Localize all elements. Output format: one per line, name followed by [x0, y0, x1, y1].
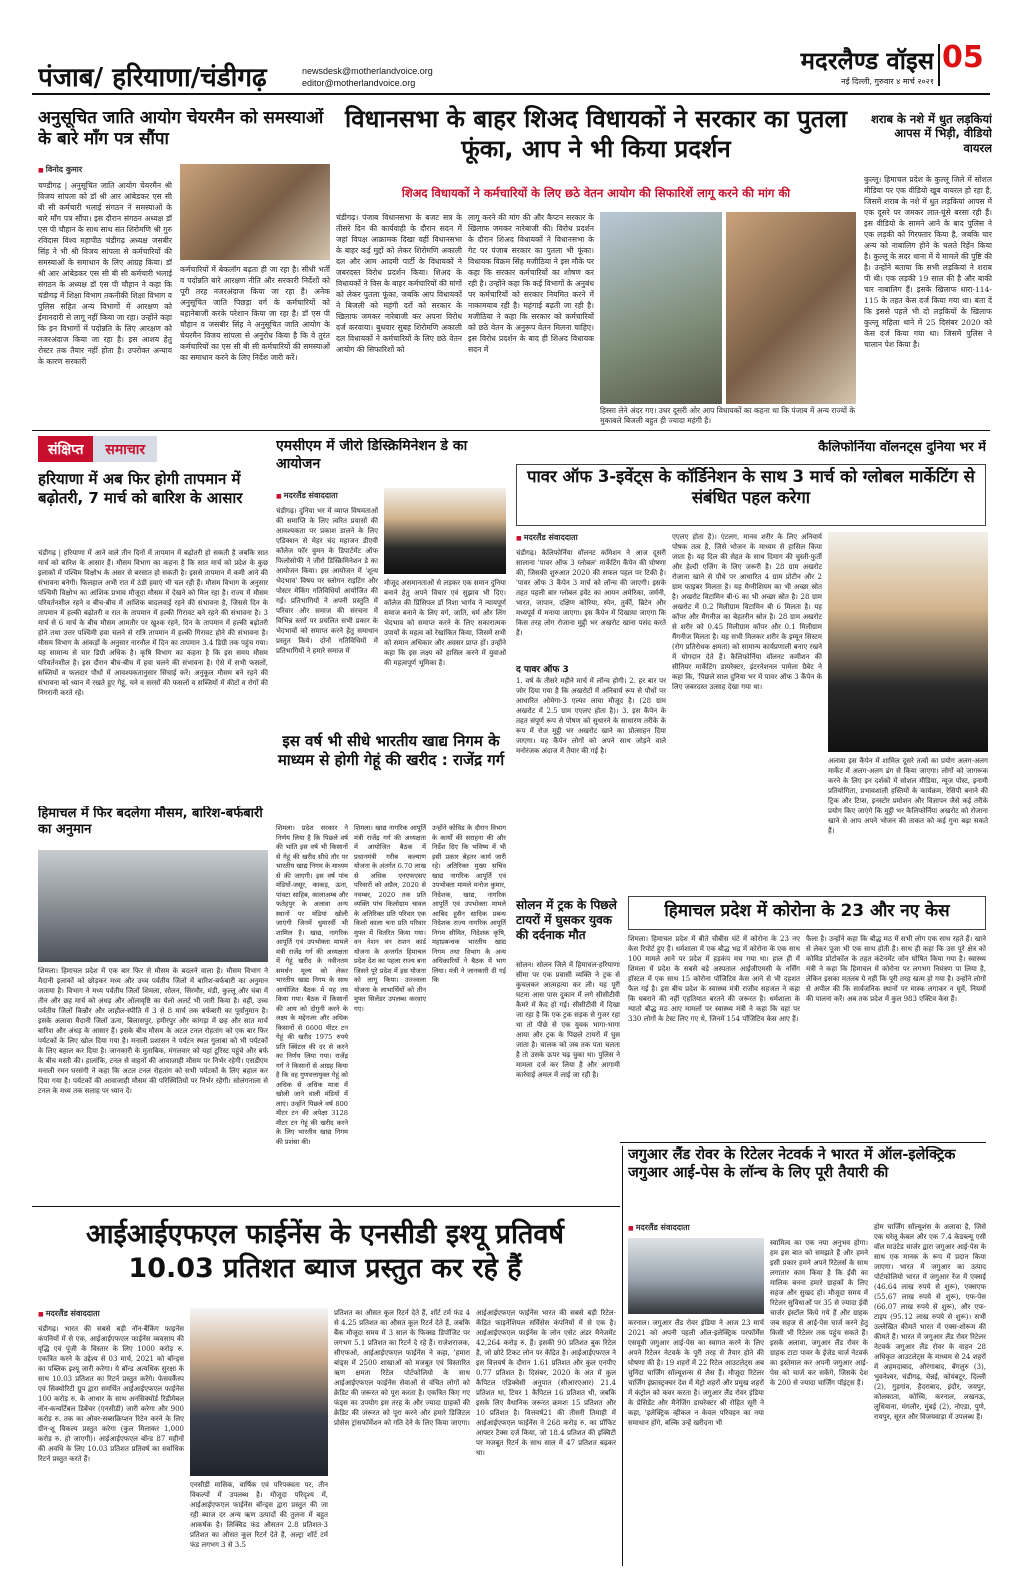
brief-tag — [38, 436, 268, 462]
row1-rule — [32, 430, 990, 431]
row2-rule — [620, 1142, 986, 1143]
california-caption: अलावा इस कैंपेन में शामिल दूसरे तत्वों का प्रयोग अलग-अलग मार्केट में अलग-अलग ढंग से किया जाएगा। लोगों को जागरूक करने के लिए इन दर्शकों में सोशल मीडिया, न्यूज पोस्ट, इनामी प्रतियोगिता, प्रभावशाली हस्तियों के कार्यक्रम, रेसिपी बनाने की ट्रिक और टिप्स, इनस्टोर प्रमोशन और विज्ञापन जैसे कई तरीके प्रयोग किए जाएंगे कि मुट्ठी भर कैलिफोर्निया अखरोट को रोजाना खाने से आप अपने भोजन की ताकत को कई गुना बढ़ा सकते हैं। — [828, 757, 988, 835]
brief-body-1: चंडीगढ़ | हरियाणा में आने वाले तीन दिनों में तापमान में बढ़ोतरी हो सकती है जबकि सात मार्च को बारिश के आसार हैं। मौसम विभाग का कहना है कि सात मार्च को प्रदेश के कुछ इलाकों में पश्चिम विक्षोभ के असर से बरसात हो सकती है। इससे तापमान में कमी आने की संभावना बनेगी। फिलहाल अभी रात में ठंडी हवाएं भी चल रही हैं। मौसम विभाग के अनुसार पश्चिमी विक्षोभ का आंशिक प्रभाव मौजूदा मौसम में देखने को मिल रहा है। राज्य में मौसम परिवर्तनशील रहने व बीच-बीच में आंशिक बादलवाई रहने की संभावना है, जिससे दिन के तापमान में हल्की बढ़ोतरी व रात के तापमान में हल्की गिरावट बने रहने की संभावना है। 3 मार्च से 6 मार्च के बीच मौसम आमतौर पर खुश्क रहने, दिन के तापमान में हल्की बढ़ोतरी होने तथा उत्तर पश्चिमी हवा चलने से रात्रि तापमान में हल्की गिरावट होने की संभावना है। मौसम विभाग के आंकड़ों के अनुसार नारनौल में दिन का तापमान 3.4 डिग्री तक पहुंच गया। यह सामान्य से चार डिग्री अधिक है। कृषि विभाग का कहना है कि इस समय मौसम परिवर्तनशील है। इस दौरान बीच-बीच में हवा चलने की संभावना है। ऐसे में सभी फसलों, सब्जियों व फलदार पौधों में आवश्यकतानुसार सिंचाई करें। अनुकूल मौसम बने रहने की संभावना को ध्यान में रखते हुए गेहूं, चने व सरसों की फसलों व सब्जियों में कीटों व रोगों की निगरानी करते रहें। — [38, 549, 268, 697]
story1-column-2: कर्मचारियों में बेकलॉग बढ़ता ही जा रहा है। सीधी भर्ती व पदोन्नति बारे आरक्षण नीति और सरकारी निर्देशों को पूरी तरह नजरअंदाज किया जा रहा है। अनेक अनुसूचित जाति पिछड़ा वर्ग के कर्मचारियों को बहानेबाजी करके परेशान किया जा रहा है। डॉ एस पी चौहान व जसबीर सिंह ने अनुसूचित जाति आयोग के चेयरमैन विजय सांपला से अनुरोध किया है कि वे तुरंत कर्मचारियों का एस सी बी सी कर्मचारियों की समस्याओं का समाधान करने के लिए निर्देश जारी करें। — [180, 265, 330, 362]
california-kicker: कैलिफोर्निया वॉलनट्स दुनिया भर में — [818, 440, 986, 455]
brand-divider — [938, 44, 940, 86]
mcm-headline: एमसीएम में जीरो डिस्क्रिमिनेशन डे का आयोजन — [276, 438, 468, 472]
california-column-1b: 1. वर्ष के तीसरे महीने मार्च में लॉन्च होगी। 2. हर बार पर जोर दिया गया है कि अखरोटों में अनिवार्य रूप से पौधों पर आधारित ओमेगा-3 एल्फा लाया मौजूद है। (28 ग्राम अखरोट में 2.5 ग्राम एएलए होता है)। 3. इस कैंपेन के तहत संपूर्ण रूप से पोषण को सुधारने के साधारण तरीके के रूप में रोज मुट्ठी भर अखरोट खाने का प्रोत्साहन दिया जाएगा। यह कैंपेन लोगों को अपने साथ जोड़ने वाले मनोरंजक अंदाज में तैयार की गई है। — [516, 677, 666, 755]
masthead-rule — [32, 93, 990, 95]
story1-byline: ■ विनोद कुमार — [38, 164, 188, 176]
corona-column-2: फैला है। उन्होंने कहा कि बौद्ध मठ में सभी लोग एक साथ रहते हैं। खाने से लेकर पूजा भी एक साथ होती है। साथ ही कहा कि उस पूरे क्षेत्र को कोविड प्रोटोकॉल के तहत कंटेनमेंट जोन घोषित किया गया है। स्वास्थ्य मंत्री ने कहा कि हिमाचल में कोरोना पर लगभग नियंत्रण पा लिया है, लेकिन इसका मतलब ये नहीं कि पूरी तरह खत्म हो गया है। उन्होंने लोगों से अपील की कि सार्वजनिक स्थानों पर मास्क लगाकर न घूमें, नियमों की पालना करें। अब तक प्रदेश में कुल 983 एक्टिव केस हैं। — [806, 935, 986, 1003]
story1-headline: अनुसूचित जाति आयोग चेयरमैन को समस्याओं के बारे माँग पत्र सौंपा — [38, 108, 324, 150]
brief-headline-1: हरियाणा में अब फिर होगी तापमान में बढ़ोतरी, 7 मार्च को बारिश के आसार — [38, 470, 243, 507]
california-column-2: एएलए होता है)। एंटलग, मानव शरीर के लिए अनिवार्य पोषक तत्व है, जिसे भोजन के माध्यम से हासिल किया जाता है। यह दिल की सेहत के साथ दिमाग की चुस्ती-फुर्ती और हेल्दी एजिंग के लिए जरूरी है। 28 ग्राम अखरोट रोजाना खाने से पौधे पर आधारित 4 ग्राम प्रोटीन और 2 ग्राम फाइबर मिलता है। यह मैग्नीशियम का भी अच्छा स्रोत है। अखरोट विटामिन बी-6 का भी अच्छा स्रोत है। 28 ग्राम अखरोट में 0.2 मिलीग्राम विटामिन बी 6 मिलता है। यह कॉपर और मैंगनीज का बेहतरीन स्रोत है। 28 ग्राम अखरोट से शरीर को 0.45 मिलीग्राम कॉपर और 0.1 मिलीग्राम मैंगनीज मिलता है। यह सभी मिलकर शरीर के इम्यून सिस्टम (रोग प्रतिरोधक क्षमता) को सामान्य कार्यप्रणाली बनाए रखने में योगदान देते हैं। कैलिफोर्निया वॉलनट कमीशन की सीनियर मार्केटिंग डायरेक्टर, इंटरनेशनल पामेला ग्रैबेट ने कहा कि, 'पिछले साल दुनिया भर में पावर ऑफ 3 कैंपेन के लिए जबरदस्त उत्साह देखा गया था। — [672, 533, 822, 691]
story1-column-1: चण्डीगढ़ | अनुसूचित जाति आयोग चेयरमैन श्री विजय सांपला को डॉ श्री आर आंबेडकर एस सी बी सी कर्मचारी भलाई संगठन ने समस्याओं के बारे माँग पत्र सौंपा। इस दौरान संगठन अध्यक्ष डॉ एस पी चौहान के साथ साथ संत शिरोमणि श्री गुरु रविदास विश्व महापीठ चंडीगढ़ अध्यक्ष जसबीर सिंह ने भी श्री विजय सांपला से कर्मचारियों की समस्याओं के समाधान के लिए आग्रह किया। डॉ श्री आर आंबेडकर एस सी बी सी कर्मचारी भलाई संगठन के अध्यक्ष डॉ एस पी चौहान ने कहा कि चंडीगढ़ में शिक्षा विभाग तकनीकी शिक्षा विभाग व पुलिस सहित अन्य विभागों में आरक्षण को ईमानदारी से लागू नहीं किया जा रहा। उन्होंने कहा कि इन विभागों में पदोन्नति के लिए आरक्षण को नजरअंदाज किया जा रहा है। इस आशय हेतु रोस्टर तक तैयार नहीं होता है। उपरोक्त अन्याय के कारण सरकारी — [38, 181, 172, 366]
california-column-1: चंडीगढ़। कैलिफोर्निया वॉलनट कमिशन ने आज दूसरी सालाना 'पावर ऑफ 3 ग्लोबल' मार्केटिंग कैंपेन की घोषणा की, जिसकी शुरुआत 2020 की सफल पहल पर टिकी है। 'पावर ऑफ 3 कैंपेन 3 मार्च को लॉन्च की जाएगी। इसके तहत पहली बार ग्लोबल इवेंट का आयन अमेरिका, जर्मनी, भारत, जापान, दक्षिण कोरिया, स्पेन, तुर्की, ब्रिटेन और मध्यपूर्व में मनाया जाएगा। इस कैंपेन में दिखाया जाएगा कि किस तरह लोग रोजाना मुट्ठी भर अखरोट खाना पसंद करते हैं। — [516, 549, 666, 637]
wheat-headline: इस वर्ष भी सीधे भारतीय खाद्य निगम के माध्यम से होगी गेहूं की खरीद : राजेंद्र गर्ग — [277, 732, 505, 769]
jaguar-byline: ■ मदरलैंड संवाददाता — [628, 1222, 778, 1234]
iifl-column-1: चंडीगढ़। भारत की सबसे बड़ी नॉन-बैंकिंग फाइनेंस कंपनियों में से एक, आईआईएफएल फाईनेंस व्यवसाय की वृद्धि एवं पूंजी के विस्तार के लिए 1000 करोड़ रु. एकत्रित करने के उद्देश्य से 03 मार्च, 2021 को बॉन्ड्स का पब्लिक इश्यू जारी करेगा। ये बॉन्ड अत्यधिक सुरक्षा के साथ 10.03 प्रतिशत का रिटर्न प्रस्तुत करेंगे। फेसवर्कैस्प एवं सिक्योरिटी ग्रुप द्वारा समर्थित आईआईएफएल फाईनेंस 100 करोड़ रु. के आधार के साथ अनसिक्योर्ड रिडीमेबल नॉन-कन्वर्टिबल डिबेंचर (एनसीडी) जारी करेगा और 900 करोड़ रु. तक का ओवर-सब्सक्रिप्शन रिटेन करने के लिए ग्रीन-शू विकल्प प्रस्तुत करेगा (कुल मिलाकर 1,000 करोड़ रु. हो जाएगी)। आईआईएफएल बॉन्ड 87 महीनों की अवधि के लिए 10.03 प्रतिशत प्रतिवर्ष का सर्वाधिक रिटर्न प्रस्तुत करते हैं। — [38, 1325, 184, 1463]
wheat-column-1: शिमला। प्रदेश सरकार ने निर्णय लिया है कि पिछले वर्ष की भांति इस वर्ष भी किसानों से गेहूं की खरीद सीधे तौर पर भारतीय खाद्य निगम के माध्यम से की जाएगी। इस वर्ष पांच मंडियों-जसूर, काकड़, ऊना, पांवटा साहिब, कालाअम्ब और फतेहपुर के अलावा अन्य स्थानों पर मंडियां खोली जाएंगी जिनमें धुमारवीं भी शामिल है। खाद्य, नागरिक आपूर्ति एवं उपभोक्ता मामले मंत्री राजेंद्र गर्ग की अध्यक्षता में गेहूं खरीद के नवीनतम समर्थन मूल्य को लेकर भारतीय खाद्य निगम के साथ आयोजित बैठक में यह तय किया गया। बैठक में किसानों की आय को दोगुनी करने के लक्ष्य के मद्देनजर और अधिक किसानों से 6600 मीटर टन गेहूं की खरीद 1975 रुपये प्रति क्विंटल की दर से करने का निर्णय लिया गया। राजेंद्र गर्ग ने किसानों से आग्रह किया है कि वह गुणवत्तायुक्त गेहूं को अधिक से अधिक मात्रा में खोली जाने वाली मंडियों में लाएं। उन्होंने पिछले वर्ष 800 मीटर टन की अपेक्षा 3128 मीटर टन गेहूं की खरीद करने के लिए भारतीय खाद्य निगम की प्रशंसा की। — [276, 824, 348, 1146]
california-byline: ■ मदरलैंड संवाददाता — [516, 532, 666, 544]
brief-tag-label-2: समाचार — [93, 436, 157, 462]
brief-tag-label-1: संक्षिप्त — [38, 436, 93, 462]
mcm-column-1: चंडीगढ़। दुनिया भर में व्याप्त विषमताओं की समाप्ति के लिए त्वरित प्रयासों की आवश्यकता पर प्रकाश डालने के लिए एडिक्शन से मेहर चंद महाजन डीएवी कॉलेज फॉर वुमन के डिपार्टमेंट ऑफ फिलोसोफी ने जीरो डिस्क्रिमिनेशन डे का आयोजन किया। इस आयोजन में 'शून्य भेदभाव' विषय पर स्लोगन राइटिंग और पोस्टर मेकिंग गतिविधियों आयोजित की गईं। प्रतिभागियों ने अपनी प्रस्तुति में परिवार और समाज की संरचना में विभिन्न स्तरों पर प्रचलित सभी प्रकार के भेदभावों को समाप्त करने हेतु समाधान प्रस्तुत किये। दोनों गतिविधियों में प्रतिभागियों ने हमारे समाज में — [276, 507, 378, 655]
california-headline-box — [516, 464, 986, 526]
protest-photo-2 — [726, 212, 856, 404]
vertical-rule — [622, 1146, 623, 1566]
mcm-byline: ■ मदरलैंड संवाददाता — [276, 490, 426, 502]
solan-body: सोलन। सोलन जिले में हिमाचल-हरियाणा सीमा पर एक प्रवासी व्यक्ति ने ट्रक से कुचलकर आत्महत्या कर ली। यह पूरी घटना आस पास दुकान में लगे सीसीटीवी कैमरे में कैद हो गई। सीसीटीवी में दिखा जा रहा है कि एक ट्रक सड़क से गुजर रहा था तो पीछे से एक युवक भागा-भागा आया और ट्रक के पिछले टायरों में घुस जाता है। चालक को जब तक पता चलता है तो उसके ऊपर चढ़ चुका था। पुलिस ने मामला दर्ज कर लिया है और आगामी कार्रवाई अमल में लाई जा रही है। — [516, 961, 620, 1079]
jaguar-column-2: स्वामित्व का एक नया अनुभव होगा। हम इस बात को समझते हैं और हमने इसी प्रकार हमने अपने रिटेलर्स के साथ लगातार काम किया है कि ईवी का मालिक बनना हमारे ग्राहकों के लिए सहज और सुखद हो। मौजूदा समय में रिटेलर सुविधाओं पर 35 से ज्यादा ईवी चार्जर इंस्टॉल किये गये हैं और ग्राहक जब सहज से आई-पेस चार्ज करने हेतु किसी भी रिटेलर तक पहुंच सकते हैं। इसके अलावा, जगुआर लैंड रोवर के ग्राहक टाटा पावर के ईजेड चार्ज नेटवर्क का इस्तेमाल कर अपनी जगुआर आई-पेस को चार्ज कर सकेंगे, जिसके देश के 200 से ज्यादा चार्जिंग पॉइंट्स हैं। — [770, 1239, 868, 1387]
california-headline: पावर ऑफ 3-इवेंट्स के कॉर्डिनेशन के साथ 3 मार्च को ग्लोबल मार्केटिंग से संबंधित पहल करेगा — [527, 467, 975, 507]
section-title: पंजाब/ हरियाणा/चंडीगढ़ — [38, 63, 267, 92]
brief-body-2: शिमला। हिमाचल प्रदेश में एक बार फिर से मौसम के बदलने वाला है। मौसम विभाग ने मैदानी इलाकों को छोड़कर मध्य और उच्च पर्वतीय जिलों में बारिश-बर्फबारी का अनुमान जताया है। विभाग ने मध्य पर्वतीय जिलों शिमला, सोलन, सिरमौर, मंडी, कुल्लू और चंबा में तीन और छह मार्च को अंधड़ और ओलावृष्टि का येलो अलर्ट भी जारी किया है। वहीं, उच्च पर्वतीय जिलों किन्नौर और लाहौल-स्पीति में 3 से 8 मार्च तक बर्फबारी का पूर्वानुमान है। इसके अलावा मैदानी जिलों ऊना, बिलासपुर, हमीरपुर और कांगड़ा में छह और सात मार्च बारिश और अंधड़ के आसार हैं। इसके बीच मौसम के अटल टनल रोहतांग को एक बार फिर पर्यटकों के लिए खोल दिया गया है। मनाली प्रशासन ने पर्यटन स्थल गुलाबा को भी पर्यटकों के लिए बहाल कर दिया है। जानकारी के मुताबिक, मंगलवार को यहां टूरिस्ट पहुंचे और बर्फ के बीच मस्ती की। हालांकि, टनल से वाहनों की आवाजाही मौसम पर निर्भर रहेगी। एसडीएम मनाली रमन घरसंगी ने कहा कि अटल टनल रोहतांग को सभी पर्यटकों के लिए बहाल कर दिया गया है। पर्यटकों की आवाजाही मौसम की परिस्थितियों पर निर्भर रहेगी। सोलंगनाला से टनल के मध्य तक सलाह पर ध्यान दें। — [38, 967, 268, 1095]
iifl-column-3: आईआईएफएल फाईनेंस भारत की सबसे बड़ी रिटेल-केंद्रित फाइनेंशियल सर्विसेस कंपनियों में से एक है। आईआईएफएल फाईनेंस के लोन एसेट अंडर मैनेजमेंट 42,264 करोड़ रु. हैं। इसकी 90 प्रतिशत बुक रिटेल है, जो छोटे टिकट लोन पर केंद्रित है। आईआईएफएल ने इस वित्तवर्ष के दौरान 1.61 प्रतिशत और कुल एनपीए 0.77 प्रतिशत है। दिसंबर, 2020 के अंत में कुल कैपिटल एडिक्वेसी अनुपात (सीआरएआर) 21.4 प्रतिशत था, टियर 1 कैपिटल 16 प्रतिशत थी, जबकि इसके लिए वैधानिक जरूरत क्रमशः 15 प्रतिशत और 10 प्रतिशत है। वित्तवर्ष21 की तीसरी तिमाही में आईआईएफएल फाईनेंस ने 268 करोड़ रु. का प्रॉफिट आफ्टर टैक्स दर्ज किया, जो 18.4 प्रतिशत की इक्विटी पर मजबूत रिटर्न के साथ साल में 47 प्रतिशत बढ़कर था। — [476, 1309, 616, 1457]
story2-headline: विधानसभा के बाहर शिअद विधायकों ने सरकार का पुतला फूंका, आप ने भी किया प्रदर्शन — [345, 105, 847, 163]
california-subhead: द पावर ऑफ 3 — [516, 665, 569, 674]
solan-headline: सोलन में ट्रक के पिछले टायरों में घुसकर युवक की दर्दनाक मौत — [516, 898, 617, 942]
story3-headline: शराब के नशे में धुत लड़कियां आपस में भिड़ी, वीडियो वायरल — [870, 112, 992, 155]
wheat-column-3: उन्होंने कोविड के दौरान विभाग के कार्यों की सराहना की और निर्देश दिए कि भविष्य में भी इसी प्रकार बेहतर कार्य जारी रहे। अतिरिक्त मुख्य सचिव खाद्य नागरिक आपूर्ति एवं उपभोक्ता मामले मनोज कुमार, निदेशक, खाद्य, नागरिक आपूर्ति एवं उपभोक्ता मामले आबिद हुसैन सादिक प्रबन्ध निदेशक राज्य नागरिक आपूर्ति निगम सीमित, निदेशक कृषि, महाप्रबन्धक भारतीय खाद्य निगम तथा विभाग के अन्य अधिकारियों ने बैठक में भाग लिया। मंत्री ने जानकारी दी गई कि — [432, 824, 506, 984]
iifl-headline: आईआईएफएल फाईनेंस के एनसीडी इश्यू प्रतिवर्ष 10.03 प्रतिशत ब्याज प्रस्तुत कर रहे हैं — [85, 1219, 565, 1284]
page-number: 05 — [942, 40, 984, 75]
email-editor[interactable]: editor@motherlandvoice.org — [302, 78, 416, 88]
mcm-column-2: मौजूद असमानताओं से लड़कर एक समान दुनिया बनाने हेतु अपने विचार एवं सुझाव भी दिए। कॉलेज की प्रिंसिपल डॉ निशा भार्गव ने न्यायपूर्ण समाज बनाने के लिए वर्ग, जाति, धर्म और लिंग भेदभाव को समाप्त करने के लिए सकारात्मक उपायों के महत्व को रेखांकित किया, जिसमें सभी को समान अधिकार और अवसर प्राप्त हों। उन्होंने कहा कि इस लक्ष्य को हासिल करने में युवाओं की महत्वपूर्ण भूमिका है। — [384, 579, 506, 667]
story1-photo — [180, 164, 330, 260]
iifl-executive-photo — [190, 1308, 328, 1476]
car-photo — [628, 1238, 764, 1314]
story2-subheadline: शिअद विधायकों ने कर्मचारियों के लिए छठे वेतन आयोग की सिफारिशें लागू करने की मांग की — [401, 186, 791, 200]
iifl-caption: एनसीडी मासिक, वार्षिक एवं परिपक्वता पर, तीन विकल्पों में उपलब्ध है। मौजूदा परिदृश्य में, आईआईएफएल फाईनेंस बॉन्ड्स द्वारा प्रस्तुत की जा रही ब्याज दर अन्य ऋण उत्पादों की तुलना में बहुत आकर्षक है। लिक्विड फंड औसतन 2.8 प्रतिशत-3 प्रतिशत का औसत कूल रिटर्न देते हैं, अल्ट्रा शॉर्ट टर्म फंड लगभग 3 से 3.5 — [190, 1481, 328, 1549]
executive-photo — [828, 532, 988, 752]
story2-caption: हिस्सा लेने अंदर गए। उधर दूसरी ओर आप विधायकों का कहना था कि पंजाब में अन्य राज्यों के मुकाबले बिजली बहुत ही ज्यादा महंगी है। — [600, 406, 856, 425]
story2-column-2: लागू करने की मांग की और कैप्टन सरकार के खिलाफ जमकर नारेबाजी की। विरोध प्रदर्शन के दौरान शिअद विधायकों ने विधानसभा के गेट पर पंजाब सरकार का पुतला भी फूंका। विधायक विक्रम सिंह मजीठिया ने इस मौके पर कहा कि सरकार कर्मचारियों का शोषण कर रही है। उन्होंने कहा कि कई विभागों के अनुबंध पर कर्मचारियों को सरकार नियमित करने में नाकामयाब रही है। महंगाई बढ़ती जा रही है। मजीठिया ने कहा कि सरकार को कर्मचारियों को छठे वेतन के अनुरूप वेतन मिलना चाहिए। इस विरोध प्रदर्शन के बाद ही शिअद विधायक सदन में — [468, 213, 594, 354]
snow-photo — [38, 850, 268, 962]
corona-headline-box — [628, 896, 986, 930]
row3-rule — [32, 1206, 620, 1207]
brief-headline-2: हिमाचल में फिर बदलेगा मौसम, बारिश-बर्फबारी का अनुमान — [38, 806, 263, 838]
jaguar-column-1: करनाल। जगुआर लैंड रोवर इंडिया ने आज 23 मार्च 2021 को अपनी पहली ऑल-इलेक्ट्रिक परफॉर्मेंस एसयूवी जगुआर आई-पेस का स्वागत करने के लिए अपने रिटेलर नेटवर्क के पूरी तरह से तैयार होने की घोषणा की है। 19 शहरों में 22 रिटेल आउटलेट्स अब चुनिंदा चार्जिंग सॉल्यूशन्स से लैस हैं। मौजूदा रिटेलर चार्जिंग इंफ्रास्ट्रक्चर देश में मेट्रो शहरों और प्रमुख शहरों में कंट्रोल को कवर करता है। जगुआर लैंड रोवर इंडिया के प्रेसिडेंट और मैनेजिंग डायरेक्टर श्री रोहित सूरी ने कहा, 'इलेक्ट्रिक व्हीकल न केवल परिवहन का नया समाधान होंगे, बल्कि उन्हें खरीदना भी — [628, 1319, 764, 1427]
iifl-column-2: प्रतिशत का औसत कूल रिटर्न देते हैं, शॉर्ट टर्म फंड 4 से 4.25 प्रतिशत का औसत कूल रिटर्न देते हैं, जबकि बैंक मौजूदा समय में 3 साल के फिक्स्ड डिपॉजिट पर लगभग 5.1 प्रतिशत का रिटर्न दे रहे हैं। राजेशराजक, सीएफओ, आईआईएफएल फाईनेंस ने कहा, 'हमारा बांड्स में 2500 शाखाओं को मजबूत एवं विस्तारित ऋण क्षमता रिटेल पोर्टफोलियो के साथ आईआईएफएल फाईनेंस सेवाओं से वंचित लोगों को क्रेडिट की जरूरत को पूरा करता है। एकत्रित किए गए फंड्स का उपयोग इस तरह के और ज्यादा ग्राहकों की क्रेडिट की जरूरत को पूरा करने और हमारे डिजिटल प्रोसेस ट्रांसफॉर्मेशन को गति देने के लिए किया जाएगा। — [334, 1309, 470, 1427]
brand-logo: मदरलैण्ड वॉइस — [800, 47, 934, 74]
iifl-byline: ■ मदरलैंड संवाददाता — [38, 1308, 188, 1320]
corona-column-1: शिमला। हिमाचल प्रदेश में बीते चौबीस घंटे में कोरोना के 23 नए केस रिपोर्ट हुए हैं। धर्मशाला में एक बौद्ध भद्र में कोरोना के एक साथ 100 मामले आने पर प्रदेश में हड़कंप मच गया था। हाल ही में शिमला में प्रदेश के सबसे बड़े अस्पताल आईजीएमसी के नर्सिंग हॉस्टल में एक साथ 15 कोरोना पॉजिटिव केस आने से भी दहशत फैल गई है। इस बीच प्रदेश के स्वास्थ्य मंत्री राजीव सहजल ने कहा कि घबराने की नहीं एहतियात बरतने की जरूरत है। धर्मशाला के ग्यातो बौद्ध मठ आए मामलों पर स्वास्थ्य मंत्री ने कहा कि वहां पर 330 लोगों के टेस्ट लिए गए थे, जिनमें 154 पॉजिटिव केस आए हैं। — [628, 935, 800, 1023]
corona-headline: हिमाचल प्रदेश में कोरोना के 23 और नए केस — [664, 901, 950, 921]
wheat-column-2: शिमला। खाद्य नागरिक आपूर्ति मंत्री राजेंद्र गर्ग की अध्यक्षता में आयोजित बैठक में प्रधानमंत्री गरीब कल्याण योजना के अंतर्गत 6.70 लाख से अधिक एनएफएसए परिवारों को अप्रैल, 2020 से नवम्बर, 2020 तक प्रति व्यक्ति पांच किलोग्राम चावल के अतिरिक्त प्रति परिवार एक किलो काला चना प्रति परिवार मुफ्त में वितरित किया गया। वन नेशन वन राशन कार्ड योजना के अन्तर्गत हिमाचल प्रदेश देश का पहला राज्य बना जिसने पूरे प्रदेश में इस योजना को लागू किया। उज्ज्वला योजना के लाभार्थियों को तीन मुफ्त सिलेंडर उपलब्ध करवाए गए। — [354, 824, 426, 1013]
email-newsdesk[interactable]: newsdesk@motherlandvoice.org — [302, 66, 433, 76]
issue-date: नई दिल्ली, गुरुवार ४ मार्च २०२१ — [841, 77, 934, 86]
mcm-photo — [384, 488, 506, 574]
story3-body: कुल्लू। हिमाचल प्रदेश के कुल्लू जिले में सोशल मीडिया पर एक वीडियो खूब वायरल हो रहा है, जिसमें शराब के नशे में धुत लड़कियां आपस में एक दूसरे पर जमकर लात-घूंसे बरसा रही हैं। इस वीडियो के सामने आने के बाद पुलिस ने एक लड़की को गिरफ्तार किया है, जबकि चार अन्य को नाबालिग होने के चलते रिहेंन किया है। कुल्लू के सदर थाना में ये मामले की पुष्टि की है। उन्होंने बताया कि सभी लड़कियां ने शराब पी थी। एक लड़की 19 साल की है और बाकी चार नाबालिग हैं। इसके खिलाफ धारा-114-115 के तहत केस दर्ज किया गया था। बता दें कि इससे पहले भी दो लड़कियों के खिलाफ कुल्लू महिला थाने में 25 दिसंबर 2020 को केस दर्ज किया गया था। जिसमें पुलिस ने चालान पेश किया है। — [864, 175, 992, 349]
story2-column-1: चंडीगढ़। पंजाब विधानसभा के बजट सत्र के तीसरे दिन की कार्यवाही के दौरान सदन में जहां विपक्ष आक्रामक दिखा वहीं विधानसभा के बाहर कई मुद्दों को लेकर शिरोमणि अकाली दल और आम आदमी पार्टी के विधायकों ने जबरदस्त विरोध प्रदर्शन किया। शिअद के विधायकों ने विस के बाहर कर्मचारियों की मांगों को लेकर पुतला फूंका, जबकि आप विधायकों ने बिजली को महंगी दरों को सरकार के खिलाफ जमकर नारेबाजी कर अपना विरोध दर्ज करवाया। बुधवार सुबह शिरोमणि अकाली दल विधायकों ने कर्मचारियों के लिए छठे वेतन आयोग की सिफारिशों को — [336, 213, 462, 354]
protest-photo-1 — [600, 212, 722, 404]
jaguar-column-3: होम चार्जिंग सॉल्यूशंस के अलावा है, जिसे एक घरेलू केबल और एक 7.4 केडब्ल्यू एसी वॉल माउंटेड चार्जर द्वारा जगुआर आई-पेस के साथ एक मानक के रूप में प्रदान किया जाएगा। भारत में जगुआर का उत्पाद पोर्टफोलियो भारत में जगुआर रेंज में एक्सई (46.64 लाख रुपये से शुरू), एक्सएफ (55.67 लाख रुपये से शुरू), एफ-पेस (66.07 लाख रुपये से शुरू), और एफ-टाइप (95.12 लाख रुपये से शुरू)। सभी उल्लेखित कीमतें भारत में एक्स-शोरूम की कीमतें हैं। भारत में जगुआर लैंड रोवर रिटेलर नेटवर्क जगुआर लैंड रोवर के वाहन 28 अधिकृत आउटलेट्स के माध्यम से 24 शहरों में अहमदाबाद, औरंगाबाद, बेंगलुरु (3), भुवनेश्वर, चंडीगढ़, चेन्नई, कोयंबटूर, दिल्ली (2), गुड़गांव, हैदराबाद, इंदौर, जयपुर, कोलकाता, कोच्चि, करनाल, लखनऊ, लुधियाना, मंगलौर, मुंबई (2), नोएडा, पुणे, रायपुर, सूरत और विजयवाड़ा में उपलब्ध हैं। — [874, 1223, 986, 1421]
jaguar-headline: जगुआर लैंड रोवर के रिटेलर नेटवर्क ने भारत में ऑल-इलेक्ट्रिक जगुआर आई-पेस के लॉन्च के लिए पूरी तैयारी की — [628, 1147, 956, 1182]
